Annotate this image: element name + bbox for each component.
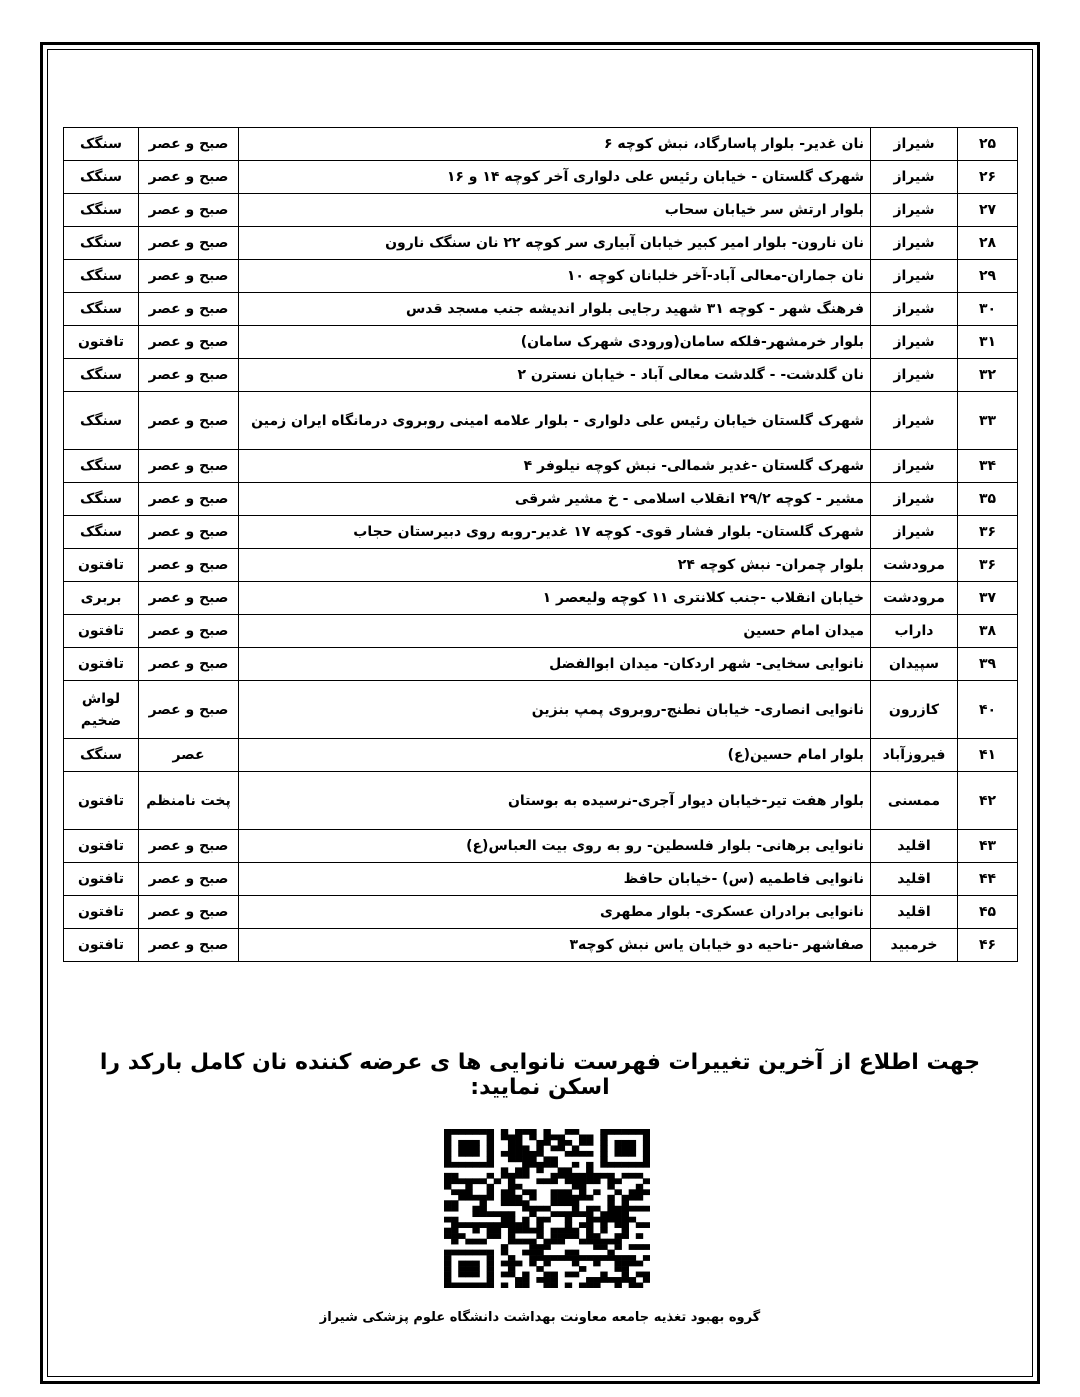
row-number: ۴۵: [958, 896, 1018, 929]
row-hours: صبح و عصر: [139, 293, 239, 326]
table-row: [64, 772, 1018, 830]
table-row: [64, 648, 1018, 681]
row-number: ۳۹: [958, 648, 1018, 681]
row-bread-type: سنگک: [64, 260, 139, 293]
table-row: [64, 293, 1018, 326]
table-row: [64, 896, 1018, 929]
row-address: نان غدیر- بلوار پاسارگاد، نبش کوچه ۶: [239, 128, 871, 161]
table-row: [64, 161, 1018, 194]
bakery-table: [63, 127, 1018, 962]
row-number: ۳۳: [958, 392, 1018, 450]
row-city: شیراز: [871, 450, 958, 483]
row-bread-type: تافتون: [64, 772, 139, 830]
table-row: [64, 549, 1018, 582]
barcode-notice: جهت اطلاع از آخرین تغییرات فهرست نانوایی ها ی عرضه کننده نان کامل بارکد را اسکن نمایید:: [99, 1050, 981, 1100]
row-city: شیراز: [871, 359, 958, 392]
row-address: شهرک گلستان خیابان رئیس علی دلواری - بلوار علامه امینی روبروی درمانگاه ایران زمین: [239, 392, 871, 450]
row-address: خیابان انقلاب -جنب کلانتری ۱۱ کوچه ولیعصر ۱: [239, 582, 871, 615]
row-bread-type: لواش ضخیم: [64, 681, 139, 739]
row-address: صفاشهر -ناحیه دو خیابان یاس نبش کوچه۳: [239, 929, 871, 962]
row-number: ۲۹: [958, 260, 1018, 293]
table-row: [64, 227, 1018, 260]
row-city: شیراز: [871, 483, 958, 516]
table-row: [64, 194, 1018, 227]
row-bread-type: تافتون: [64, 830, 139, 863]
row-city: داراب: [871, 615, 958, 648]
row-hours: صبح و عصر: [139, 648, 239, 681]
row-hours: صبح و عصر: [139, 260, 239, 293]
row-number: ۴۴: [958, 863, 1018, 896]
row-city: اقلید: [871, 863, 958, 896]
row-number: ۴۶: [958, 929, 1018, 962]
row-city: شیراز: [871, 128, 958, 161]
row-bread-type: تافتون: [64, 615, 139, 648]
row-hours: صبح و عصر: [139, 161, 239, 194]
row-number: ۳۷: [958, 582, 1018, 615]
row-bread-type: بربری: [64, 582, 139, 615]
row-number: ۲۸: [958, 227, 1018, 260]
footer-credit: گروه بهبود تغذیه جامعه معاونت بهداشت دانشگاه علوم پزشکی شیراز: [319, 1310, 761, 1325]
row-hours: صبح و عصر: [139, 830, 239, 863]
table-row: [64, 392, 1018, 450]
row-hours: صبح و عصر: [139, 194, 239, 227]
row-hours: پخت نامنظم: [139, 772, 239, 830]
row-address: فرهنگ شهر - کوچه ۳۱ شهید رجایی بلوار اندیشه جنب مسجد قدس: [239, 293, 871, 326]
row-address: نانوایی برهانی- بلوار فلسطین- رو به روی بیت العباس(ع): [239, 830, 871, 863]
row-address: بلوار چمران- نبش کوچه ۲۴: [239, 549, 871, 582]
row-number: ۳۵: [958, 483, 1018, 516]
row-hours: صبح و عصر: [139, 863, 239, 896]
table-row: [64, 582, 1018, 615]
row-hours: صبح و عصر: [139, 549, 239, 582]
row-city: اقلید: [871, 830, 958, 863]
bakery-table-body: [64, 128, 1018, 962]
row-number: ۴۲: [958, 772, 1018, 830]
row-address: نان گلدشت- - گلدشت معالی آباد - خیابان نسترن ۲: [239, 359, 871, 392]
row-city: شیراز: [871, 161, 958, 194]
row-city: شیراز: [871, 293, 958, 326]
table-row: [64, 260, 1018, 293]
row-bread-type: تافتون: [64, 549, 139, 582]
table-row: [64, 516, 1018, 549]
row-number: ۳۶: [958, 549, 1018, 582]
row-hours: صبح و عصر: [139, 615, 239, 648]
row-hours: صبح و عصر: [139, 483, 239, 516]
row-number: ۲۵: [958, 128, 1018, 161]
row-city: شیراز: [871, 516, 958, 549]
table-row: [64, 830, 1018, 863]
row-bread-type: تافتون: [64, 896, 139, 929]
table-row: [64, 483, 1018, 516]
row-bread-type: سنگک: [64, 450, 139, 483]
row-number: ۳۶: [958, 516, 1018, 549]
row-number: ۳۰: [958, 293, 1018, 326]
row-bread-type: تافتون: [64, 326, 139, 359]
row-address: شهرک گلستان- بلوار فشار قوی- کوچه ۱۷ غدیر-روبه روی دبیرستان حجاب: [239, 516, 871, 549]
row-bread-type: سنگک: [64, 161, 139, 194]
row-hours: صبح و عصر: [139, 516, 239, 549]
row-city: خرمبید: [871, 929, 958, 962]
row-hours: صبح و عصر: [139, 681, 239, 739]
qr-code[interactable]: [444, 1129, 650, 1288]
row-number: ۳۲: [958, 359, 1018, 392]
table-row: [64, 681, 1018, 739]
row-address: شهرک گلستان - خیابان رئیس علی دلواری آخر کوچه ۱۴ و ۱۶: [239, 161, 871, 194]
table-row: [64, 929, 1018, 962]
row-hours: صبح و عصر: [139, 929, 239, 962]
row-number: ۴۱: [958, 739, 1018, 772]
row-number: ۳۸: [958, 615, 1018, 648]
row-address: بلوار هفت تیر-خیابان دیوار آجری-نرسیده به بوستان: [239, 772, 871, 830]
row-city: شیراز: [871, 227, 958, 260]
row-city: اقلید: [871, 896, 958, 929]
row-address: نانوایی انصاری- خیابان نطنج-روبروی پمپ بنزین: [239, 681, 871, 739]
row-address: نان جماران-معالی آباد-آخر خلبانان کوچه ۱۰: [239, 260, 871, 293]
row-city: کازرون: [871, 681, 958, 739]
row-hours: صبح و عصر: [139, 326, 239, 359]
table-row: [64, 450, 1018, 483]
table-row: [64, 615, 1018, 648]
row-bread-type: سنگک: [64, 483, 139, 516]
row-bread-type: سنگک: [64, 739, 139, 772]
row-city: مرودشت: [871, 549, 958, 582]
row-bread-type: تافتون: [64, 929, 139, 962]
row-city: مرودشت: [871, 582, 958, 615]
row-bread-type: سنگک: [64, 359, 139, 392]
row-city: شیراز: [871, 326, 958, 359]
row-number: ۴۳: [958, 830, 1018, 863]
row-number: ۳۱: [958, 326, 1018, 359]
table-row: [64, 359, 1018, 392]
row-bread-type: تافتون: [64, 863, 139, 896]
table-row: [64, 863, 1018, 896]
row-hours: صبح و عصر: [139, 896, 239, 929]
row-number: ۲۶: [958, 161, 1018, 194]
table-row: [64, 128, 1018, 161]
row-bread-type: سنگک: [64, 194, 139, 227]
row-address: میدان امام حسین: [239, 615, 871, 648]
row-city: سپیدان: [871, 648, 958, 681]
row-bread-type: تافتون: [64, 648, 139, 681]
row-address: بلوار ارتش سر خیابان سحاب: [239, 194, 871, 227]
row-bread-type: سنگک: [64, 392, 139, 450]
row-city: شیراز: [871, 392, 958, 450]
row-address: نانوایی برادران عسکری- بلوار مطهری: [239, 896, 871, 929]
row-city: فیروزآباد: [871, 739, 958, 772]
row-bread-type: سنگک: [64, 293, 139, 326]
row-bread-type: سنگک: [64, 128, 139, 161]
row-hours: صبح و عصر: [139, 450, 239, 483]
row-hours: صبح و عصر: [139, 359, 239, 392]
row-address: نان نارون- بلوار امیر کبیر خیابان آبیاری سر کوچه ۲۲ نان سنگک نارون: [239, 227, 871, 260]
row-bread-type: سنگک: [64, 227, 139, 260]
row-city: ممسنی: [871, 772, 958, 830]
row-city: شیراز: [871, 260, 958, 293]
row-number: ۳۴: [958, 450, 1018, 483]
row-address: شهرک گلستان -غدیر شمالی- نبش کوچه نیلوفر ۴: [239, 450, 871, 483]
table-row: [64, 739, 1018, 772]
row-address: بلوار خرمشهر-فلکه سامان(ورودی شهرک سامان): [239, 326, 871, 359]
row-city: شیراز: [871, 194, 958, 227]
row-hours: صبح و عصر: [139, 227, 239, 260]
row-hours: صبح و عصر: [139, 128, 239, 161]
row-hours: صبح و عصر: [139, 582, 239, 615]
row-bread-type: سنگک: [64, 516, 139, 549]
row-address: مشیر - کوچه ۲۹/۲ انقلاب اسلامی - خ مشیر شرقی: [239, 483, 871, 516]
row-hours: صبح و عصر: [139, 392, 239, 450]
row-number: ۲۷: [958, 194, 1018, 227]
row-address: نانوایی سخایی- شهر اردکان- میدان ابوالفضل: [239, 648, 871, 681]
row-address: نانوایی فاطمیه (س) -خیابان حافظ: [239, 863, 871, 896]
row-number: ۴۰: [958, 681, 1018, 739]
row-address: بلوار امام حسین(ع): [239, 739, 871, 772]
row-hours: عصر: [139, 739, 239, 772]
table-row: [64, 326, 1018, 359]
